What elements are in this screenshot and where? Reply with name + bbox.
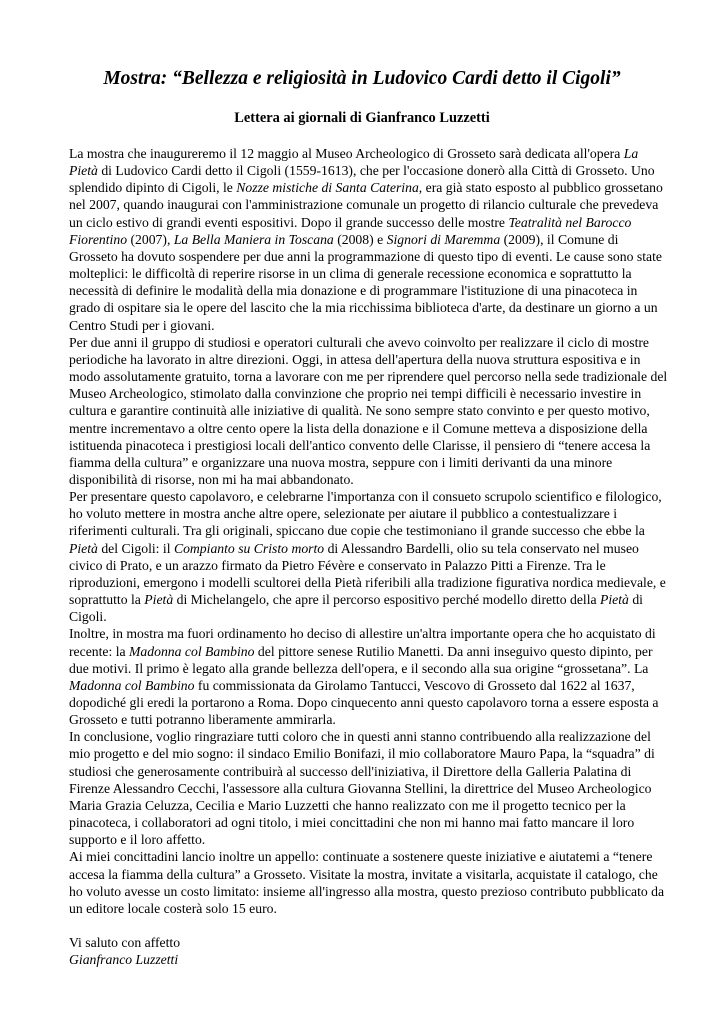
artwork-title: Madonna col Bambino <box>69 677 195 693</box>
exhibition-title: Signori di Maremma <box>386 231 501 247</box>
text-run: di Ludovico Cardi detto il Cigoli (1559-1613), che per l'occasione donerò alla Città di Grosseto. Uno splendido dipinto di Cigoli, le <box>69 163 655 196</box>
text-run: del Cigoli: il <box>97 540 174 556</box>
exhibition-title: La Bella Maniera in Toscana <box>173 231 334 247</box>
text-run: del pittore senese Rutilio Manetti. Da anni inseguivo questo dipinto, per due motivi. Il primo è legato alla grande bellezza dell'opera, e il secondo alla sua origine “grossetana”. La <box>69 643 653 676</box>
artwork-title: Madonna col Bambino <box>129 643 255 659</box>
text-run: , era già stato esposto al pubblico grossetano nel 2007, quando inaugurai con l'amministrazione comunale un progetto di rilancio culturale che prevedeva un ciclo estivo di grandi eventi espositivi. Dopo il grande successo delle mostre <box>69 180 663 230</box>
exhibition-title: Teatralità nel Barocco Fiorentino <box>69 214 632 247</box>
text-run: di Alessandro Bardelli, olio su tela conservato nel museo civico di Prato, e un arazzo firmato da Pietro Févère e conservato in Palazzo Pitti a Firenze. Tra le riproduzioni, emergono i modelli scultorei della Pietà riferibili alla tradizione figurativa nordica medievale, e soprattutto la <box>69 540 666 608</box>
artwork-title: La Pietà <box>69 146 639 179</box>
artwork-title: Nozze mistiche di Santa Caterina <box>236 180 419 196</box>
text-run: di Cigoli. <box>69 592 643 625</box>
paragraph-6: Ai miei concittadini lancio inoltre un appello: continuate a sostenere queste iniziative e aiutatemi a “tenere accesa la fiamma della cultura” a Grosseto. Visitate la mostra, invitate a visitarla, acquistate il catalogo, che ho voluto avesse un costo limitato: insieme all'ingresso alla mostra, questo prezioso contributo pubblicato da un editore locale costerà solo 15 euro. <box>69 849 665 916</box>
artwork-title: Pietà <box>144 592 174 608</box>
signature <box>69 951 669 968</box>
text-run: fu commissionata da Girolamo Tantucci, Vescovo di Grosseto dal 1622 al 1637, dopodiché gli eredi la portarono a Roma. Dopo cinquecento anni questo capolavoro torna a essere esposta a Grosseto e tutti potranno liberamente ammirarla. <box>69 677 659 728</box>
text-run: (2008) e <box>333 231 387 247</box>
paragraph-2: Per due anni il gruppo di studiosi e operatori culturali che avevo coinvolto per realizzare il ciclo di mostre periodiche ha lavorato in altre direzioni. Oggi, in attesa dell'apertura della nuova struttura espositiva e in modo assolutamente gratuito, torna a lavorare con me per riprendere quel percorso nella sede tradizionale del Museo Archeologico, stimolato dalla convinzione che proprio nei tempi difficili è necessario investire in cultura e garantire continuità alle iniziative di qualità. Ne sono sempre stato convinto e per questo motivo, mentre incrementavo a oltre cento opere la lista della donazione e il Comune metteva a disposizione della istituenda pinacoteca i prestigiosi locali dell'antico convento delle Clarisse, il pensiero di “tenere accesa la fiamma della cultura” e organizzare una nuova mostra, seppure con i limiti derivanti da una minore disponibilità di risorse, non mi ha mai abbandonato. <box>69 334 668 487</box>
text-run: La mostra che inaugureremo il 12 maggio al Museo Archeologico di Grosseto sarà dedicata all'opera <box>69 146 624 161</box>
artwork-title: Pietà <box>69 540 98 556</box>
paragraph-3 <box>69 488 669 625</box>
paragraph-5: In conclusione, voglio ringraziare tutti coloro che in questi anni stanno contribuendo alla realizzazione del mio progetto e del mio sogno: il sindaco Emilio Bonifazi, il mio collaboratore Mauro Papa, la “squadra” di studiosi che generosamente contribuirà al successo dell'iniziativa, il Direttore della Galleria Palatina di Firenze Alessandro Cecchi, l'assessore alla cultura Giovanna Stellini, la direttrice del Museo Archeologico Maria Grazia Celuzza, Cecilia e Mario Luzzetti che hanno realizzato con me il progetto tecnico per la pinacoteca, i collaboratori ad ogni titolo, i miei concittadini che non mi hanno mai fatto mancare il loro supporto e il loro affetto. <box>69 729 655 848</box>
page-title: Mostra: “Bellezza e religiosità in Ludovico Cardi detto il Cigoli” <box>103 68 621 89</box>
text-run: (2007), <box>127 231 174 247</box>
paragraph-1 <box>69 145 669 334</box>
text-run: di Michelangelo, che apre il percorso espositivo perché modello diretto della <box>173 592 601 608</box>
artwork-title: Compianto su Cristo morto <box>173 540 325 556</box>
text-run: (2009), il Comune di Grosseto ha dovuto sospendere per due anni la programmazione di questo tipo di eventi. Le cause sono state molteplici: le difficoltà di reperire risorse in un clima di generale recessione economica e soprattutto la necessità di definire le modalità della mia donazione e di programmare l'istituzione di una pinacoteca in grado di ospitare sia le opere del lascito che la mia ricchissima biblioteca d'arte, da destinare un giorno a un Centro Studi per i giovani. <box>69 231 662 333</box>
page-subtitle: Lettera ai giornali di Gianfranco Luzzetti <box>234 110 490 126</box>
signature-name: Gianfranco Luzzetti <box>69 952 179 968</box>
paragraph-4 <box>69 625 669 728</box>
text-run: Inoltre, in mostra ma fuori ordinamento ho deciso di allestire un'altra importante opera che ho acquistato di recente: la <box>69 626 656 659</box>
artwork-title: Pietà <box>600 592 629 608</box>
closing-greeting: Vi saluto con affetto <box>69 935 181 951</box>
letter-body <box>69 145 669 968</box>
text-run: Per presentare questo capolavoro, e celebrarne l'importanza con il consueto scrupolo scientifico e filologico, ho voluto mettere in mostra anche altre opere, selezionate per aiutare il pubblico a contestualizzare i riferimenti culturali. Tra gli originali, spiccano due copie che testimoniano il grande successo che ebbe la <box>69 489 662 539</box>
